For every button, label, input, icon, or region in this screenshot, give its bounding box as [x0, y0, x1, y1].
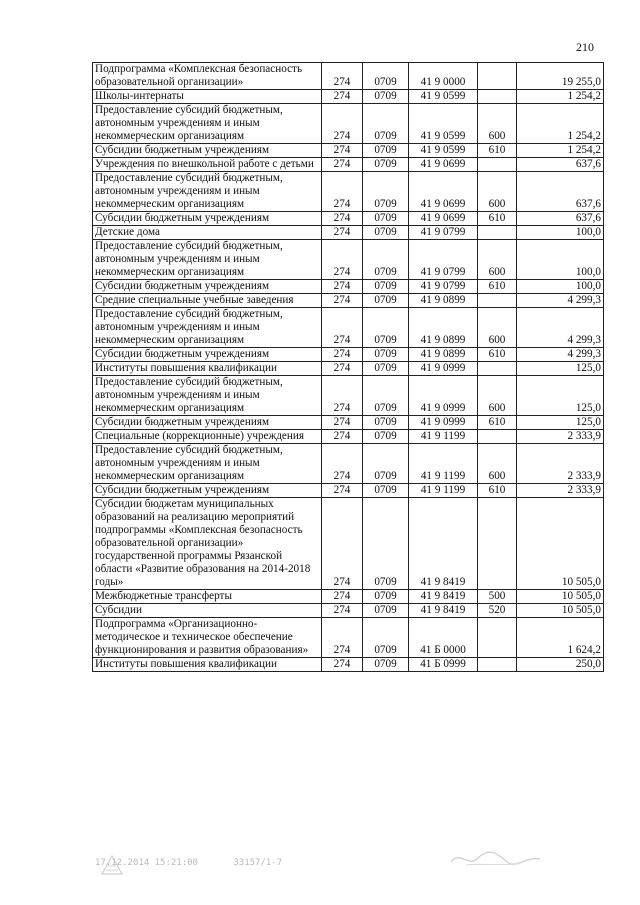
row-target-code: 41 9 0699: [409, 172, 478, 212]
row-grbs-code: 274: [322, 590, 363, 604]
row-section-code: 0709: [363, 430, 409, 444]
row-grbs-code: 274: [322, 308, 363, 348]
row-section-code: 0709: [363, 376, 409, 416]
row-name: Субсидии бюджетным учреждениям: [93, 416, 322, 430]
row-expense-type-code: [478, 362, 517, 376]
row-section-code: 0709: [363, 362, 409, 376]
row-amount: 1 624,2: [517, 618, 604, 658]
table-row: [93, 90, 604, 104]
row-amount: 125,0: [517, 376, 604, 416]
row-amount: 4 299,3: [517, 308, 604, 348]
row-amount: 125,0: [517, 362, 604, 376]
row-amount: 1 254,2: [517, 104, 604, 144]
table-row: [93, 376, 604, 416]
row-section-code: 0709: [363, 104, 409, 144]
row-expense-type-code: 600: [478, 104, 517, 144]
page-number: 210: [576, 40, 594, 54]
row-name: Предоставление субсидий бюджетным, автономным учреждениям и иным некоммерческим организациям: [93, 172, 322, 212]
row-name: Школы-интернаты: [93, 90, 322, 104]
row-grbs-code: 274: [322, 90, 363, 104]
row-expense-type-code: [478, 158, 517, 172]
row-target-code: 41 9 0999: [409, 376, 478, 416]
row-grbs-code: 274: [322, 172, 363, 212]
table-row: [93, 144, 604, 158]
row-section-code: 0709: [363, 498, 409, 590]
table-row: [93, 498, 604, 590]
row-target-code: 41 9 8419: [409, 590, 478, 604]
footer-datetime: 17.12.2014 15:21:00: [95, 858, 198, 868]
row-amount: 637,6: [517, 212, 604, 226]
row-amount: 10 505,0: [517, 498, 604, 590]
row-target-code: 41 9 0899: [409, 308, 478, 348]
table-row: [93, 212, 604, 226]
row-name: Предоставление субсидий бюджетным, автономным учреждениям и иным некоммерческим организациям: [93, 444, 322, 484]
row-target-code: 41 9 0899: [409, 294, 478, 308]
row-amount: 100,0: [517, 240, 604, 280]
row-grbs-code: 274: [322, 362, 363, 376]
row-name: Субсидии бюджетным учреждениям: [93, 348, 322, 362]
table-row: [93, 484, 604, 498]
row-grbs-code: 274: [322, 226, 363, 240]
row-section-code: 0709: [363, 618, 409, 658]
row-expense-type-code: 520: [478, 604, 517, 618]
row-target-code: 41 9 0999: [409, 362, 478, 376]
row-section-code: 0709: [363, 308, 409, 348]
row-expense-type-code: [478, 63, 517, 90]
row-section-code: 0709: [363, 172, 409, 212]
row-grbs-code: 274: [322, 658, 363, 672]
row-name: Средние специальные учебные заведения: [93, 294, 322, 308]
row-target-code: 41 9 0599: [409, 144, 478, 158]
row-name: Учреждения по внешкольной работе с детьми: [93, 158, 322, 172]
row-amount: 125,0: [517, 416, 604, 430]
row-grbs-code: 274: [322, 348, 363, 362]
row-section-code: 0709: [363, 63, 409, 90]
row-grbs-code: 274: [322, 280, 363, 294]
row-grbs-code: 274: [322, 294, 363, 308]
row-name: Предоставление субсидий бюджетным, автономным учреждениям и иным некоммерческим организациям: [93, 308, 322, 348]
row-expense-type-code: [478, 498, 517, 590]
row-amount: 100,0: [517, 226, 604, 240]
row-target-code: 41 9 0599: [409, 90, 478, 104]
row-amount: 10 505,0: [517, 590, 604, 604]
row-expense-type-code: 600: [478, 376, 517, 416]
row-name: Институты повышения квалификации: [93, 658, 322, 672]
row-expense-type-code: 610: [478, 348, 517, 362]
row-expense-type-code: 600: [478, 444, 517, 484]
row-amount: 637,6: [517, 172, 604, 212]
row-section-code: 0709: [363, 658, 409, 672]
row-section-code: 0709: [363, 348, 409, 362]
row-name: Подпрограмма «Организационно-методическое и техническое обеспечение функционирования и развития образования»: [93, 618, 322, 658]
row-section-code: 0709: [363, 144, 409, 158]
table-row: [93, 618, 604, 658]
row-expense-type-code: [478, 90, 517, 104]
row-grbs-code: 274: [322, 430, 363, 444]
row-grbs-code: 274: [322, 63, 363, 90]
row-section-code: 0709: [363, 90, 409, 104]
row-target-code: 41 9 0599: [409, 104, 478, 144]
row-name: Предоставление субсидий бюджетным, автономным учреждениям и иным некоммерческим организациям: [93, 104, 322, 144]
row-section-code: 0709: [363, 280, 409, 294]
row-grbs-code: 274: [322, 484, 363, 498]
row-expense-type-code: [478, 294, 517, 308]
row-grbs-code: 274: [322, 212, 363, 226]
row-amount: 637,6: [517, 158, 604, 172]
row-expense-type-code: 610: [478, 212, 517, 226]
row-grbs-code: 274: [322, 444, 363, 484]
row-section-code: 0709: [363, 294, 409, 308]
row-target-code: 41 9 0799: [409, 240, 478, 280]
row-section-code: 0709: [363, 590, 409, 604]
table-row: [93, 416, 604, 430]
row-amount: 100,0: [517, 280, 604, 294]
row-expense-type-code: 610: [478, 280, 517, 294]
row-name: Субсидии бюджетным учреждениям: [93, 212, 322, 226]
table-row: [93, 104, 604, 144]
row-section-code: 0709: [363, 444, 409, 484]
row-amount: 10 505,0: [517, 604, 604, 618]
row-name: Субсидии бюджетным учреждениям: [93, 144, 322, 158]
row-target-code: 41 Б 0999: [409, 658, 478, 672]
budget-table: [92, 62, 604, 672]
row-amount: 2 333,9: [517, 430, 604, 444]
row-grbs-code: 274: [322, 376, 363, 416]
row-target-code: 41 9 0699: [409, 212, 478, 226]
row-section-code: 0709: [363, 226, 409, 240]
row-expense-type-code: [478, 226, 517, 240]
row-target-code: 41 9 8419: [409, 498, 478, 590]
row-grbs-code: 274: [322, 498, 363, 590]
signature-icon: [448, 846, 543, 870]
row-name: Предоставление субсидий бюджетным, автономным учреждениям и иным некоммерческим организациям: [93, 240, 322, 280]
row-section-code: 0709: [363, 604, 409, 618]
row-grbs-code: 274: [322, 158, 363, 172]
table-row: [93, 362, 604, 376]
row-name: Подпрограмма «Комплексная безопасность образовательной организации»: [93, 63, 322, 90]
row-section-code: 0709: [363, 212, 409, 226]
row-target-code: 41 9 0699: [409, 158, 478, 172]
table-row: [93, 280, 604, 294]
row-name: Детские дома: [93, 226, 322, 240]
row-target-code: 41 9 1199: [409, 444, 478, 484]
row-expense-type-code: [478, 658, 517, 672]
row-amount: 1 254,2: [517, 90, 604, 104]
table-row: [93, 158, 604, 172]
table-row: [93, 348, 604, 362]
row-amount: 2 333,9: [517, 484, 604, 498]
footer-stamp: [95, 858, 312, 868]
table-row: [93, 430, 604, 444]
row-name: Субсидии бюджетным учреждениям: [93, 280, 322, 294]
row-name: Предоставление субсидий бюджетным, автономным учреждениям и иным некоммерческим организациям: [93, 376, 322, 416]
row-grbs-code: 274: [322, 104, 363, 144]
table-row: [93, 240, 604, 280]
row-section-code: 0709: [363, 158, 409, 172]
row-target-code: 41 9 0899: [409, 348, 478, 362]
row-amount: 1 254,2: [517, 144, 604, 158]
table-row: [93, 172, 604, 212]
row-name: Субсидии бюджетным учреждениям: [93, 484, 322, 498]
row-amount: 19 255,0: [517, 63, 604, 90]
row-grbs-code: 274: [322, 144, 363, 158]
row-expense-type-code: 600: [478, 172, 517, 212]
row-name: Межбюджетные трансферты: [93, 590, 322, 604]
row-section-code: 0709: [363, 240, 409, 280]
row-target-code: 41 9 0799: [409, 226, 478, 240]
row-expense-type-code: 610: [478, 144, 517, 158]
row-expense-type-code: 610: [478, 416, 517, 430]
table-row: [93, 294, 604, 308]
table-row: [93, 604, 604, 618]
row-name: Специальные (коррекционные) учреждения: [93, 430, 322, 444]
budget-table-body: [93, 63, 604, 672]
row-target-code: 41 9 1199: [409, 430, 478, 444]
row-grbs-code: 274: [322, 604, 363, 618]
table-row: [93, 658, 604, 672]
table-row: [93, 590, 604, 604]
row-amount: 4 299,3: [517, 348, 604, 362]
row-grbs-code: 274: [322, 618, 363, 658]
row-target-code: 41 Б 0000: [409, 618, 478, 658]
row-amount: 250,0: [517, 658, 604, 672]
row-target-code: 41 9 0999: [409, 416, 478, 430]
row-section-code: 0709: [363, 416, 409, 430]
row-grbs-code: 274: [322, 240, 363, 280]
table-row: [93, 63, 604, 90]
row-expense-type-code: 600: [478, 308, 517, 348]
row-target-code: 41 9 0799: [409, 280, 478, 294]
row-expense-type-code: [478, 618, 517, 658]
row-expense-type-code: [478, 430, 517, 444]
row-name: Институты повышения квалификации: [93, 362, 322, 376]
row-expense-type-code: 500: [478, 590, 517, 604]
footer-doc-code: 33157/1-7: [233, 858, 283, 868]
row-amount: 2 333,9: [517, 444, 604, 484]
table-row: [93, 308, 604, 348]
row-target-code: 41 9 1199: [409, 484, 478, 498]
row-section-code: 0709: [363, 484, 409, 498]
row-target-code: 41 9 8419: [409, 604, 478, 618]
row-amount: 4 299,3: [517, 294, 604, 308]
row-grbs-code: 274: [322, 416, 363, 430]
row-target-code: 41 9 0000: [409, 63, 478, 90]
table-row: [93, 226, 604, 240]
row-name: Субсидии: [93, 604, 322, 618]
row-expense-type-code: 610: [478, 484, 517, 498]
table-row: [93, 444, 604, 484]
row-expense-type-code: 600: [478, 240, 517, 280]
row-name: Субсидии бюджетам муниципальных образований на реализацию мероприятий подпрограммы «Комплексная безопасность образовательной организации» государственной программы Рязанской области «Развитие образования на 2014-2018 годы»: [93, 498, 322, 590]
